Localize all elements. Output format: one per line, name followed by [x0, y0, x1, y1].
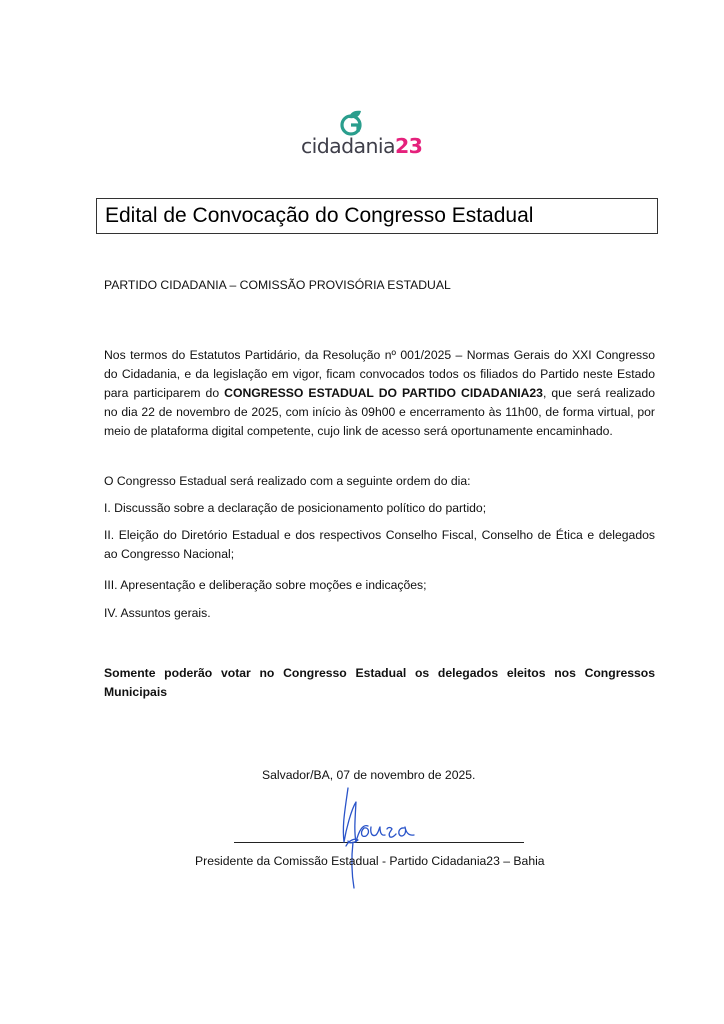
- agenda-item-iv: IV. Assuntos gerais.: [104, 606, 211, 620]
- agenda-item-ii: II. Eleição do Diretório Estadual e dos respectivos Conselho Fiscal, Conselho de Ética e delegados ao Congresso Nacional;: [104, 528, 655, 561]
- agenda-intro: O Congresso Estadual será realizado com a seguinte ordem do dia:: [104, 474, 471, 488]
- signer-title: Presidente da Comissão Estadual - Partido Cidadania23 – Bahia: [195, 854, 545, 868]
- main-paragraph-part1: Nos termos do Estatutos Partidário, da Resolução nº 001/2025 – Normas Gerais do XXI Congresso do Cidadania, e da legislação em vigor, ficam convocados todos os filiados do Partido neste Estado para participarem do: [104, 348, 655, 400]
- agenda-item-iii: III. Apresentação e deliberação sobre moções e indicações;: [104, 578, 427, 592]
- page-title: Edital de Convocação do Congresso Estadual: [105, 204, 534, 227]
- main-paragraph-part2: , que será realizado no dia 22 de novembro de 2025, com início às 09h00 e encerramento às 11h00, de forma virtual, por meio de plataforma digital competente, cujo link de acesso será oportunamente encaminhado.: [104, 386, 655, 438]
- cidadania-logo: [301, 110, 423, 160]
- title-box: [96, 198, 658, 234]
- logo-wordmark: [301, 132, 422, 160]
- date-line: Salvador/BA, 07 de novembro de 2025.: [262, 768, 476, 782]
- logo-word: cidadania: [301, 134, 395, 158]
- main-paragraph: [104, 346, 655, 441]
- logo-number: 23: [394, 134, 423, 158]
- subheading: PARTIDO CIDADANIA – COMISSÃO PROVISÓRIA ESTADUAL: [104, 278, 451, 292]
- agenda-item-i: I. Discussão sobre a declaração de posicionamento político do partido;: [104, 501, 487, 515]
- handwritten-signature: [318, 780, 430, 890]
- voting-note: Somente poderão votar no Congresso Estadual os delegados eleitos nos Congressos Municipais: [104, 666, 655, 699]
- main-paragraph-bold: CONGRESSO ESTADUAL DO PARTIDO CIDADANIA23: [224, 386, 543, 400]
